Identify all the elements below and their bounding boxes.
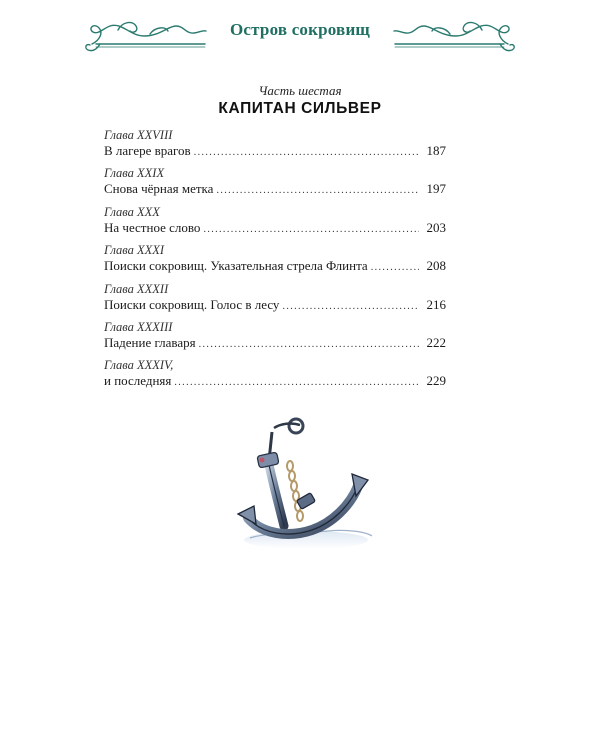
chapter-label: Глава XXVIII <box>104 128 173 142</box>
leader-dots <box>174 374 419 391</box>
toc-entry[interactable] <box>104 320 446 358</box>
leader-dots <box>194 144 419 161</box>
toc-entry[interactable] <box>104 205 446 243</box>
chapter-title: Снова чёрная метка <box>104 181 214 197</box>
book-title: Остров сокровищ <box>230 20 370 39</box>
chapter-title: В лагере врагов <box>104 143 191 158</box>
leader-dots <box>199 336 419 353</box>
leader-dots <box>282 298 419 315</box>
toc-entry[interactable] <box>104 243 446 281</box>
page-number: 187 <box>426 143 446 158</box>
part-label: Часть шестая <box>258 83 342 98</box>
leader-dots <box>203 221 419 238</box>
page-number: 203 <box>426 219 446 235</box>
anchor-icon <box>228 410 388 560</box>
page-number: 216 <box>426 296 446 312</box>
page-number: 229 <box>426 373 446 389</box>
chapter-title: Поиски сокровищ. Голос в лесу <box>104 296 280 312</box>
leader-dots <box>371 259 419 276</box>
toc-entry[interactable] <box>104 166 446 204</box>
chapter-label: Глава XXXII <box>104 281 169 296</box>
page-number: 222 <box>426 334 446 350</box>
chapter-title: На честное слово <box>104 219 201 235</box>
running-header <box>0 0 600 70</box>
chapter-title: Поиски сокровищ. Указательная стрела Флинта <box>104 258 368 274</box>
toc-entry[interactable] <box>104 358 446 396</box>
chapter-label: Глава XXXIV, <box>104 358 174 373</box>
table-of-contents <box>104 128 446 397</box>
page-number: 197 <box>426 181 446 197</box>
chapter-label: Глава XXXIII <box>104 319 173 334</box>
chapter-title: и последняя <box>104 373 172 389</box>
leader-dots <box>216 182 419 199</box>
anchor-illustration <box>228 410 388 560</box>
chapter-label: Глава XXIX <box>104 166 165 181</box>
toc-entry[interactable] <box>104 282 446 320</box>
toc-entry[interactable] <box>104 128 446 166</box>
chapter-label: Глава XXXI <box>104 243 165 258</box>
page-number: 208 <box>426 258 446 274</box>
part-title: КАПИТАН СИЛЬВЕР <box>218 100 382 117</box>
chapter-label: Глава XXX <box>104 204 160 219</box>
chapter-title: Падение главаря <box>104 334 196 350</box>
